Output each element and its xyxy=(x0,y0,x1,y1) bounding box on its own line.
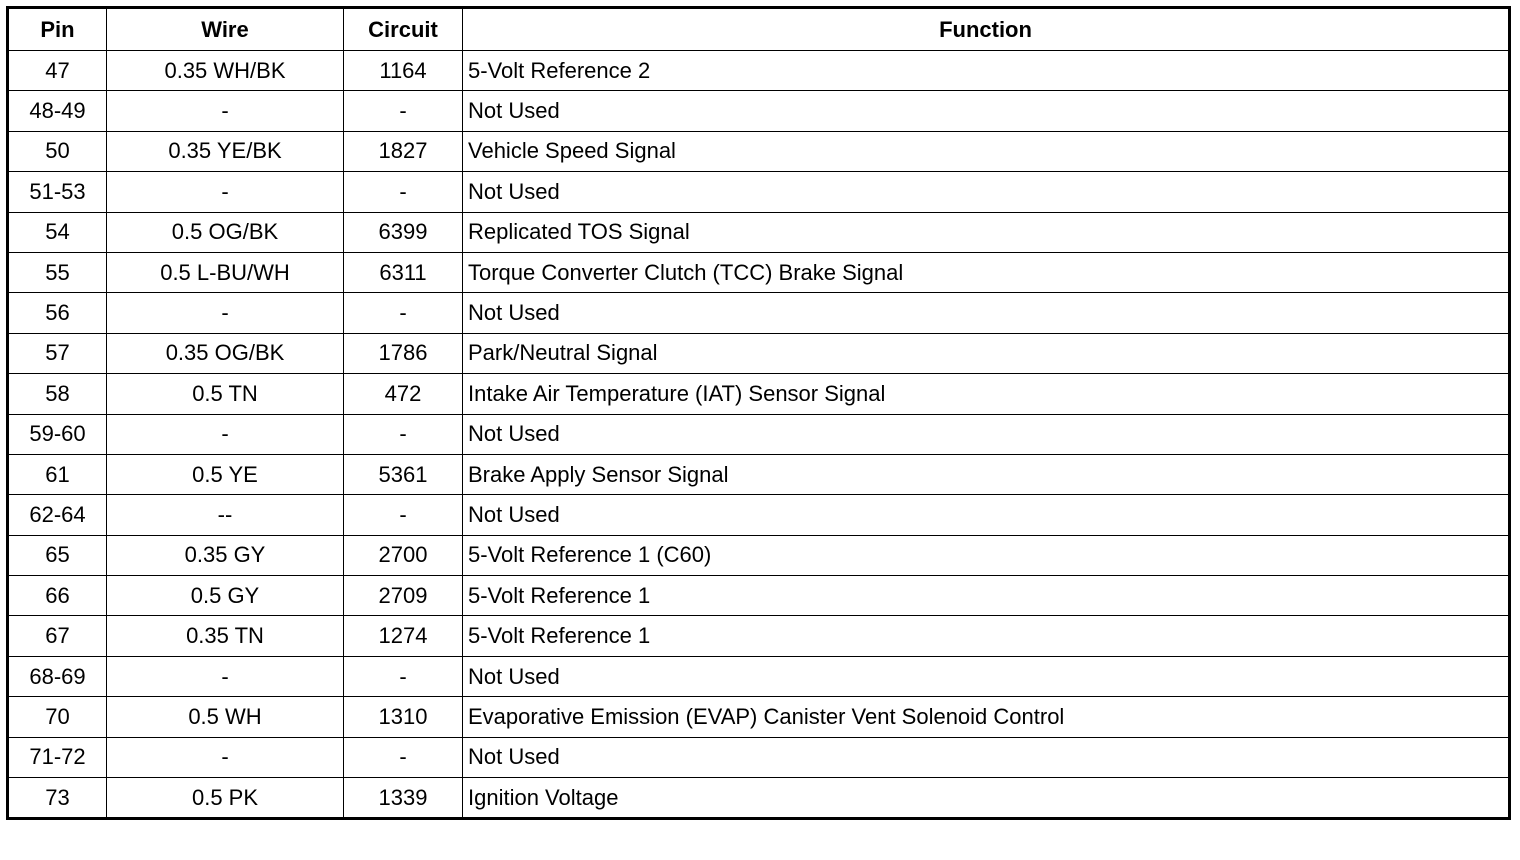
cell-wire: - xyxy=(107,293,344,333)
cell-function: Not Used xyxy=(463,495,1510,535)
cell-pin: 48-49 xyxy=(8,91,107,131)
header-wire: Wire xyxy=(107,8,344,51)
cell-pin: 58 xyxy=(8,374,107,414)
table-row xyxy=(8,414,1510,454)
cell-circuit: 2709 xyxy=(344,576,463,616)
cell-function: Not Used xyxy=(463,91,1510,131)
cell-circuit: - xyxy=(344,293,463,333)
cell-pin: 50 xyxy=(8,131,107,171)
table-row xyxy=(8,131,1510,171)
table-row xyxy=(8,333,1510,373)
cell-circuit: 6399 xyxy=(344,212,463,252)
table-row xyxy=(8,91,1510,131)
header-pin: Pin xyxy=(8,8,107,51)
cell-wire: - xyxy=(107,737,344,777)
cell-circuit: 1827 xyxy=(344,131,463,171)
cell-pin: 67 xyxy=(8,616,107,656)
table-row xyxy=(8,778,1510,819)
cell-pin: 71-72 xyxy=(8,737,107,777)
cell-wire: - xyxy=(107,414,344,454)
cell-function: Intake Air Temperature (IAT) Sensor Signal xyxy=(463,374,1510,414)
cell-circuit: - xyxy=(344,495,463,535)
cell-function: 5-Volt Reference 1 (C60) xyxy=(463,535,1510,575)
cell-circuit: 5361 xyxy=(344,454,463,494)
cell-circuit: - xyxy=(344,172,463,212)
cell-wire: -- xyxy=(107,495,344,535)
header-function: Function xyxy=(463,8,1510,51)
cell-wire: 0.5 L-BU/WH xyxy=(107,252,344,292)
table-row xyxy=(8,737,1510,777)
connector-pinout-table xyxy=(6,6,1511,820)
cell-wire: 0.35 GY xyxy=(107,535,344,575)
cell-function: Torque Converter Clutch (TCC) Brake Signal xyxy=(463,252,1510,292)
table-row xyxy=(8,656,1510,696)
cell-function: 5-Volt Reference 1 xyxy=(463,616,1510,656)
cell-wire: 0.35 WH/BK xyxy=(107,51,344,91)
cell-circuit: 1339 xyxy=(344,778,463,819)
cell-pin: 55 xyxy=(8,252,107,292)
cell-pin: 57 xyxy=(8,333,107,373)
cell-function: Not Used xyxy=(463,414,1510,454)
cell-circuit: 1274 xyxy=(344,616,463,656)
cell-function: Not Used xyxy=(463,656,1510,696)
cell-function: Park/Neutral Signal xyxy=(463,333,1510,373)
table-header-row xyxy=(8,8,1510,51)
cell-wire: - xyxy=(107,656,344,696)
cell-circuit: 1164 xyxy=(344,51,463,91)
cell-function: Replicated TOS Signal xyxy=(463,212,1510,252)
cell-circuit: 6311 xyxy=(344,252,463,292)
cell-circuit: - xyxy=(344,91,463,131)
cell-pin: 65 xyxy=(8,535,107,575)
cell-function: Brake Apply Sensor Signal xyxy=(463,454,1510,494)
table-row xyxy=(8,293,1510,333)
cell-function: 5-Volt Reference 1 xyxy=(463,576,1510,616)
table-row xyxy=(8,172,1510,212)
cell-pin: 54 xyxy=(8,212,107,252)
cell-circuit: - xyxy=(344,414,463,454)
cell-wire: 0.35 OG/BK xyxy=(107,333,344,373)
cell-pin: 61 xyxy=(8,454,107,494)
cell-circuit: 1786 xyxy=(344,333,463,373)
cell-pin: 66 xyxy=(8,576,107,616)
table-row xyxy=(8,51,1510,91)
cell-wire: 0.5 TN xyxy=(107,374,344,414)
cell-circuit: 472 xyxy=(344,374,463,414)
table-row xyxy=(8,454,1510,494)
cell-pin: 56 xyxy=(8,293,107,333)
cell-function: Not Used xyxy=(463,172,1510,212)
table-row xyxy=(8,576,1510,616)
cell-wire: 0.5 GY xyxy=(107,576,344,616)
table-row xyxy=(8,495,1510,535)
cell-circuit: 2700 xyxy=(344,535,463,575)
cell-wire: 0.5 OG/BK xyxy=(107,212,344,252)
table-row xyxy=(8,616,1510,656)
header-circuit: Circuit xyxy=(344,8,463,51)
table-body xyxy=(8,51,1510,819)
cell-wire: 0.5 PK xyxy=(107,778,344,819)
cell-function: Not Used xyxy=(463,293,1510,333)
table-row xyxy=(8,535,1510,575)
cell-function: Evaporative Emission (EVAP) Canister Vent Solenoid Control xyxy=(463,697,1510,737)
cell-function: 5-Volt Reference 2 xyxy=(463,51,1510,91)
cell-wire: 0.5 YE xyxy=(107,454,344,494)
cell-wire: - xyxy=(107,172,344,212)
cell-wire: 0.35 TN xyxy=(107,616,344,656)
cell-function: Ignition Voltage xyxy=(463,778,1510,819)
cell-pin: 47 xyxy=(8,51,107,91)
cell-pin: 62-64 xyxy=(8,495,107,535)
cell-pin: 59-60 xyxy=(8,414,107,454)
table-row xyxy=(8,212,1510,252)
cell-pin: 51-53 xyxy=(8,172,107,212)
table-row xyxy=(8,374,1510,414)
cell-wire: - xyxy=(107,91,344,131)
cell-circuit: 1310 xyxy=(344,697,463,737)
table-row xyxy=(8,697,1510,737)
cell-pin: 70 xyxy=(8,697,107,737)
cell-wire: 0.5 WH xyxy=(107,697,344,737)
cell-function: Not Used xyxy=(463,737,1510,777)
cell-function: Vehicle Speed Signal xyxy=(463,131,1510,171)
cell-circuit: - xyxy=(344,737,463,777)
cell-wire: 0.35 YE/BK xyxy=(107,131,344,171)
table-row xyxy=(8,252,1510,292)
cell-circuit: - xyxy=(344,656,463,696)
cell-pin: 68-69 xyxy=(8,656,107,696)
cell-pin: 73 xyxy=(8,778,107,819)
